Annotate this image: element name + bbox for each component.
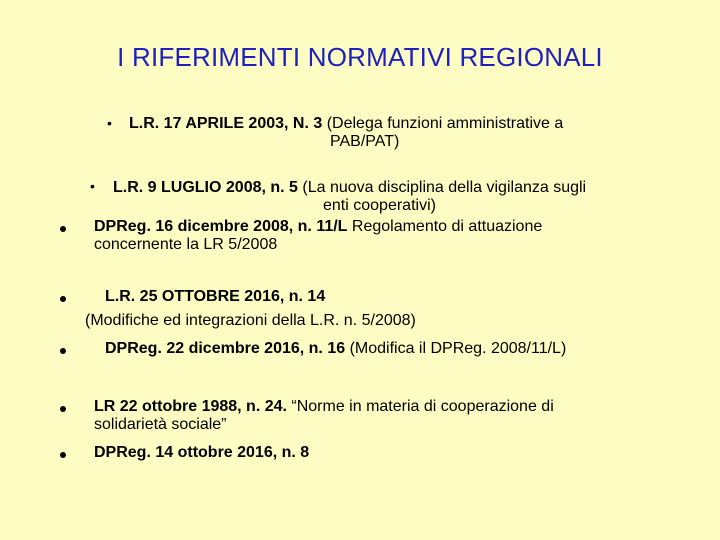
item-6-line1 <box>94 398 554 416</box>
item-5-line1 <box>105 340 566 358</box>
item-4-line2: (Modifiche ed integrazioni della L.R. n. 5/2008) <box>85 312 416 329</box>
item-3-bold: DPReg. 16 dicembre 2008, n. 11/L <box>94 218 348 235</box>
item-3-line2: concernente la LR 5/2008 <box>94 236 278 253</box>
bullet-dot <box>60 406 66 412</box>
bullet-dot <box>60 226 66 232</box>
slide-title: I RIFERIMENTI NORMATIVI REGIONALI <box>117 42 603 72</box>
item-5-bold: DPReg. 22 dicembre 2016, n. 16 <box>105 340 346 357</box>
item-1-text: (Delega funzioni amministrative a <box>322 115 564 132</box>
item-3-text: Regolamento di attuazione <box>347 218 543 235</box>
item-5-text: (Modifica il DPReg. 2008/11/L) <box>345 340 567 357</box>
item-1-line2: PAB/PAT) <box>330 133 400 150</box>
bullet-dot <box>60 348 66 354</box>
bullet-marker: • <box>90 178 95 194</box>
item-6-text: “Norme in materia di cooperazione di <box>286 398 554 415</box>
item-2-line1 <box>113 179 586 197</box>
item-1-line1 <box>129 115 563 133</box>
bullet-dot <box>60 452 66 458</box>
item-2-line2: enti cooperativi) <box>323 197 436 214</box>
bullet-marker: • <box>107 115 112 131</box>
item-3-line1 <box>94 218 542 236</box>
item-6-line2: solidarietà sociale” <box>94 416 227 433</box>
item-1-bold: L.R. 17 APRILE 2003, N. 3 <box>129 115 323 132</box>
item-7-line1 <box>94 444 309 462</box>
item-6-bold: LR 22 ottobre 1988, n. 24. <box>94 398 287 415</box>
bullet-dot <box>60 296 66 302</box>
item-7-bold: DPReg. 14 ottobre 2016, n. 8 <box>94 444 310 461</box>
item-2-text: (La nuova disciplina della vigilanza sugli <box>297 179 587 196</box>
item-2-bold: L.R. 9 LUGLIO 2008, n. 5 <box>113 179 298 196</box>
item-4-bold: L.R. 25 OTTOBRE 2016, n. 14 <box>105 288 326 305</box>
item-4-line1 <box>105 288 325 306</box>
